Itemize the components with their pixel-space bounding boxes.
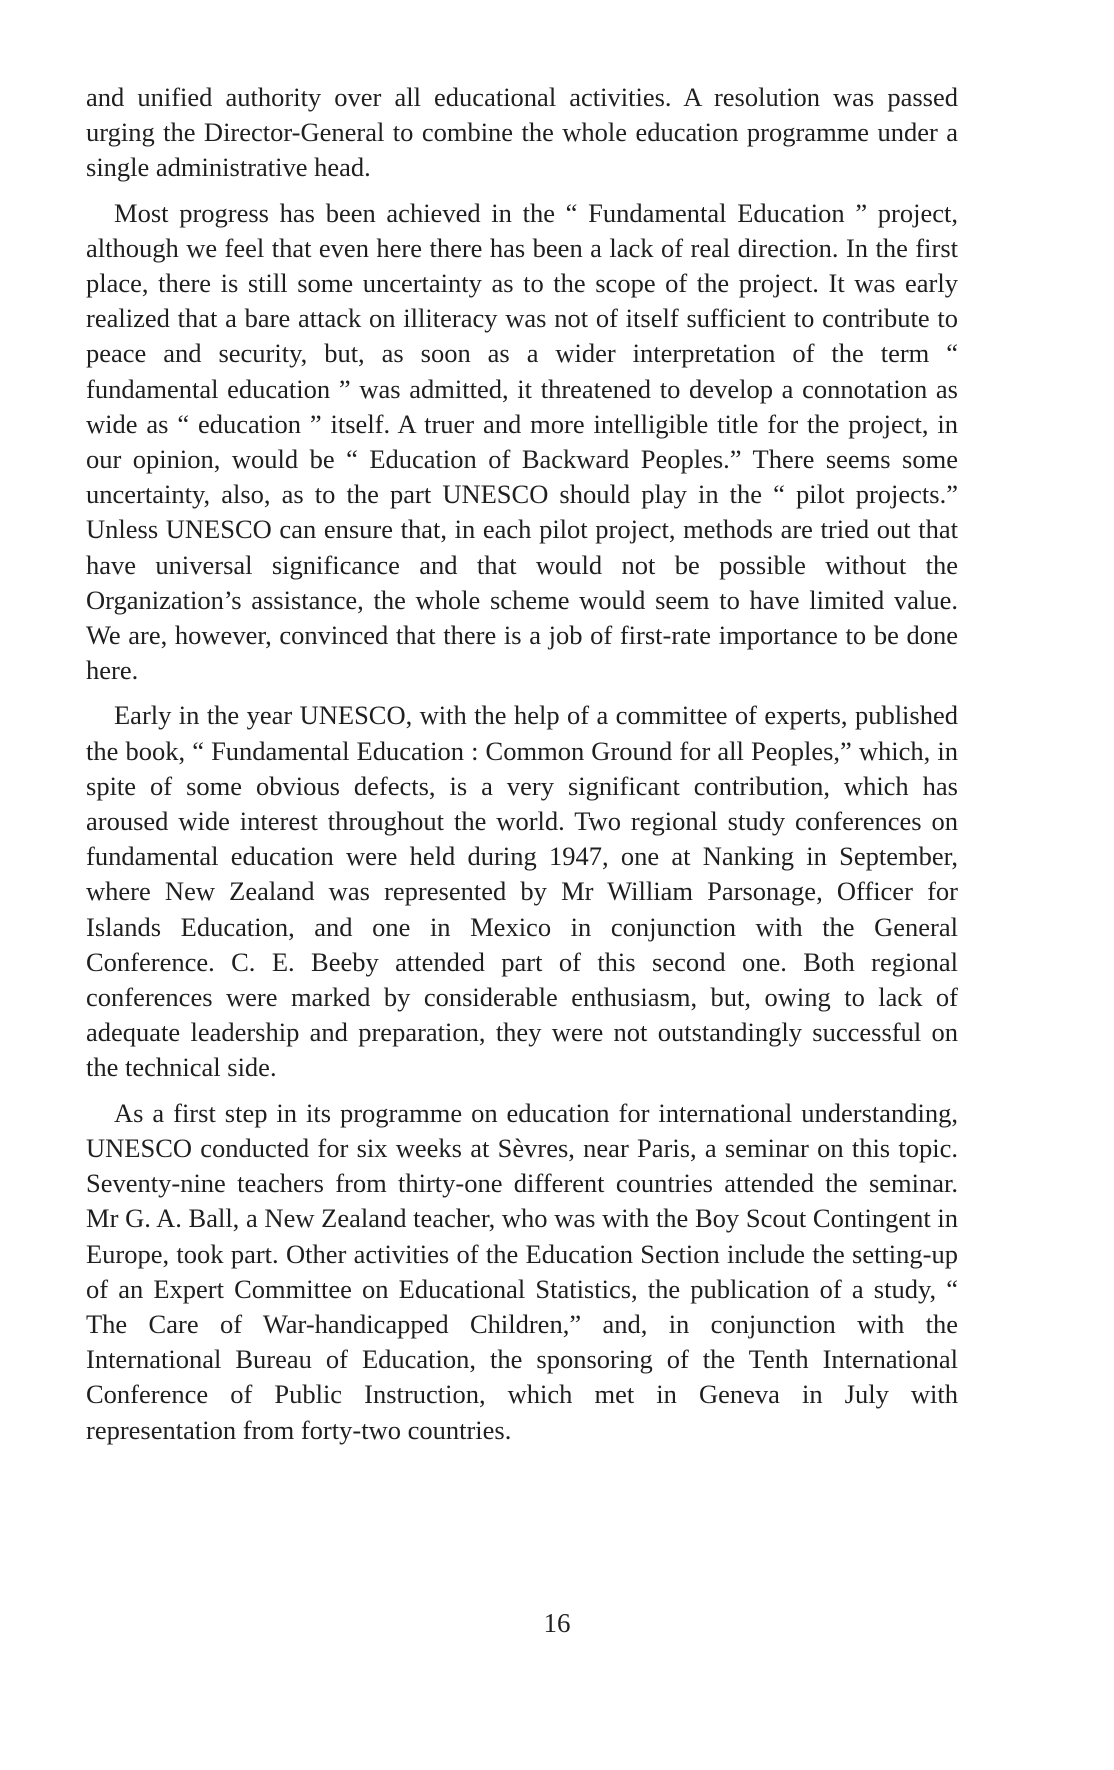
paragraph-international-understanding: As a first step in its programme on education for international understanding, UNESCO conducted for six weeks at Sèvres, near Paris, a seminar on this topic. Seventy-nine teachers from thirty-one different countries attended the seminar. Mr G. A. Ball, a New Zealand teacher, who was with the Boy Scout Contingent in Europe, took part. Other activities of the Education Section include the setting-up of an Expert Committee on Educational Statistics, the publication of a study, “ The Care of War-handicapped Children,” and, in conjunction with the International Bureau of Education, the sponsoring of the Tenth International Conference of Public Instruction, which met in Geneva in July with representation from forty-two countries. xyxy=(86,1097,958,1445)
paragraph-fundamental-education: Most progress has been achieved in the “ Fundamental Education ” project, although we feel that even here there has been a lack of real direction. In the first place, there is still some uncertainty as to the scope of the project. It was early realized that a bare attack on illiteracy was not of itself sufficient to contribute to peace and security, but, as soon as a wider interpretation of the term “ fundamental education ” was admitted, it threatened to develop a connotation as wide as “ education ” itself. A truer and more intelligible title for the project, in our opinion, would be “ Education of Backward Peoples.” There seems some uncertainty, also, as to the part UNESCO should play in the “ pilot projects.” Unless UNESCO can ensure that, in each pilot project, methods are tried out that have universal significance and that would not be possible without the Organization’s assistance, the whole scheme would seem to have limited value. We are, however, convinced that there is a job of first-rate importance to be done here. xyxy=(86,197,958,686)
document-body xyxy=(86,80,958,1458)
paragraph-continuation: and unified authority over all educational activities. A resolution was passed urging the Director-General to combine the whole education programme under a single administrative head. xyxy=(86,82,958,183)
page-number: 16 xyxy=(543,1608,571,1638)
paragraph-early-in-the-year: Early in the year UNESCO, with the help of a committee of experts, published the book, “ Fundamental Education : Common Ground for all Peoples,” which, in spite of some obvious defects, is a very significant contribution, which has aroused wide interest throughout the world. Two regional study conferences on fundamental education were held during 1947, one at Nanking in September, where New Zealand was represented by Mr William Parsonage, Officer for Islands Education, and one in Mexico in conjunction with the General Conference. C. E. Beeby attended part of this second one. Both regional conferences were marked by considerable enthusiasm, but, owing to lack of adequate leadership and preparation, they were not outstandingly successful on the technical side. xyxy=(86,700,958,1083)
